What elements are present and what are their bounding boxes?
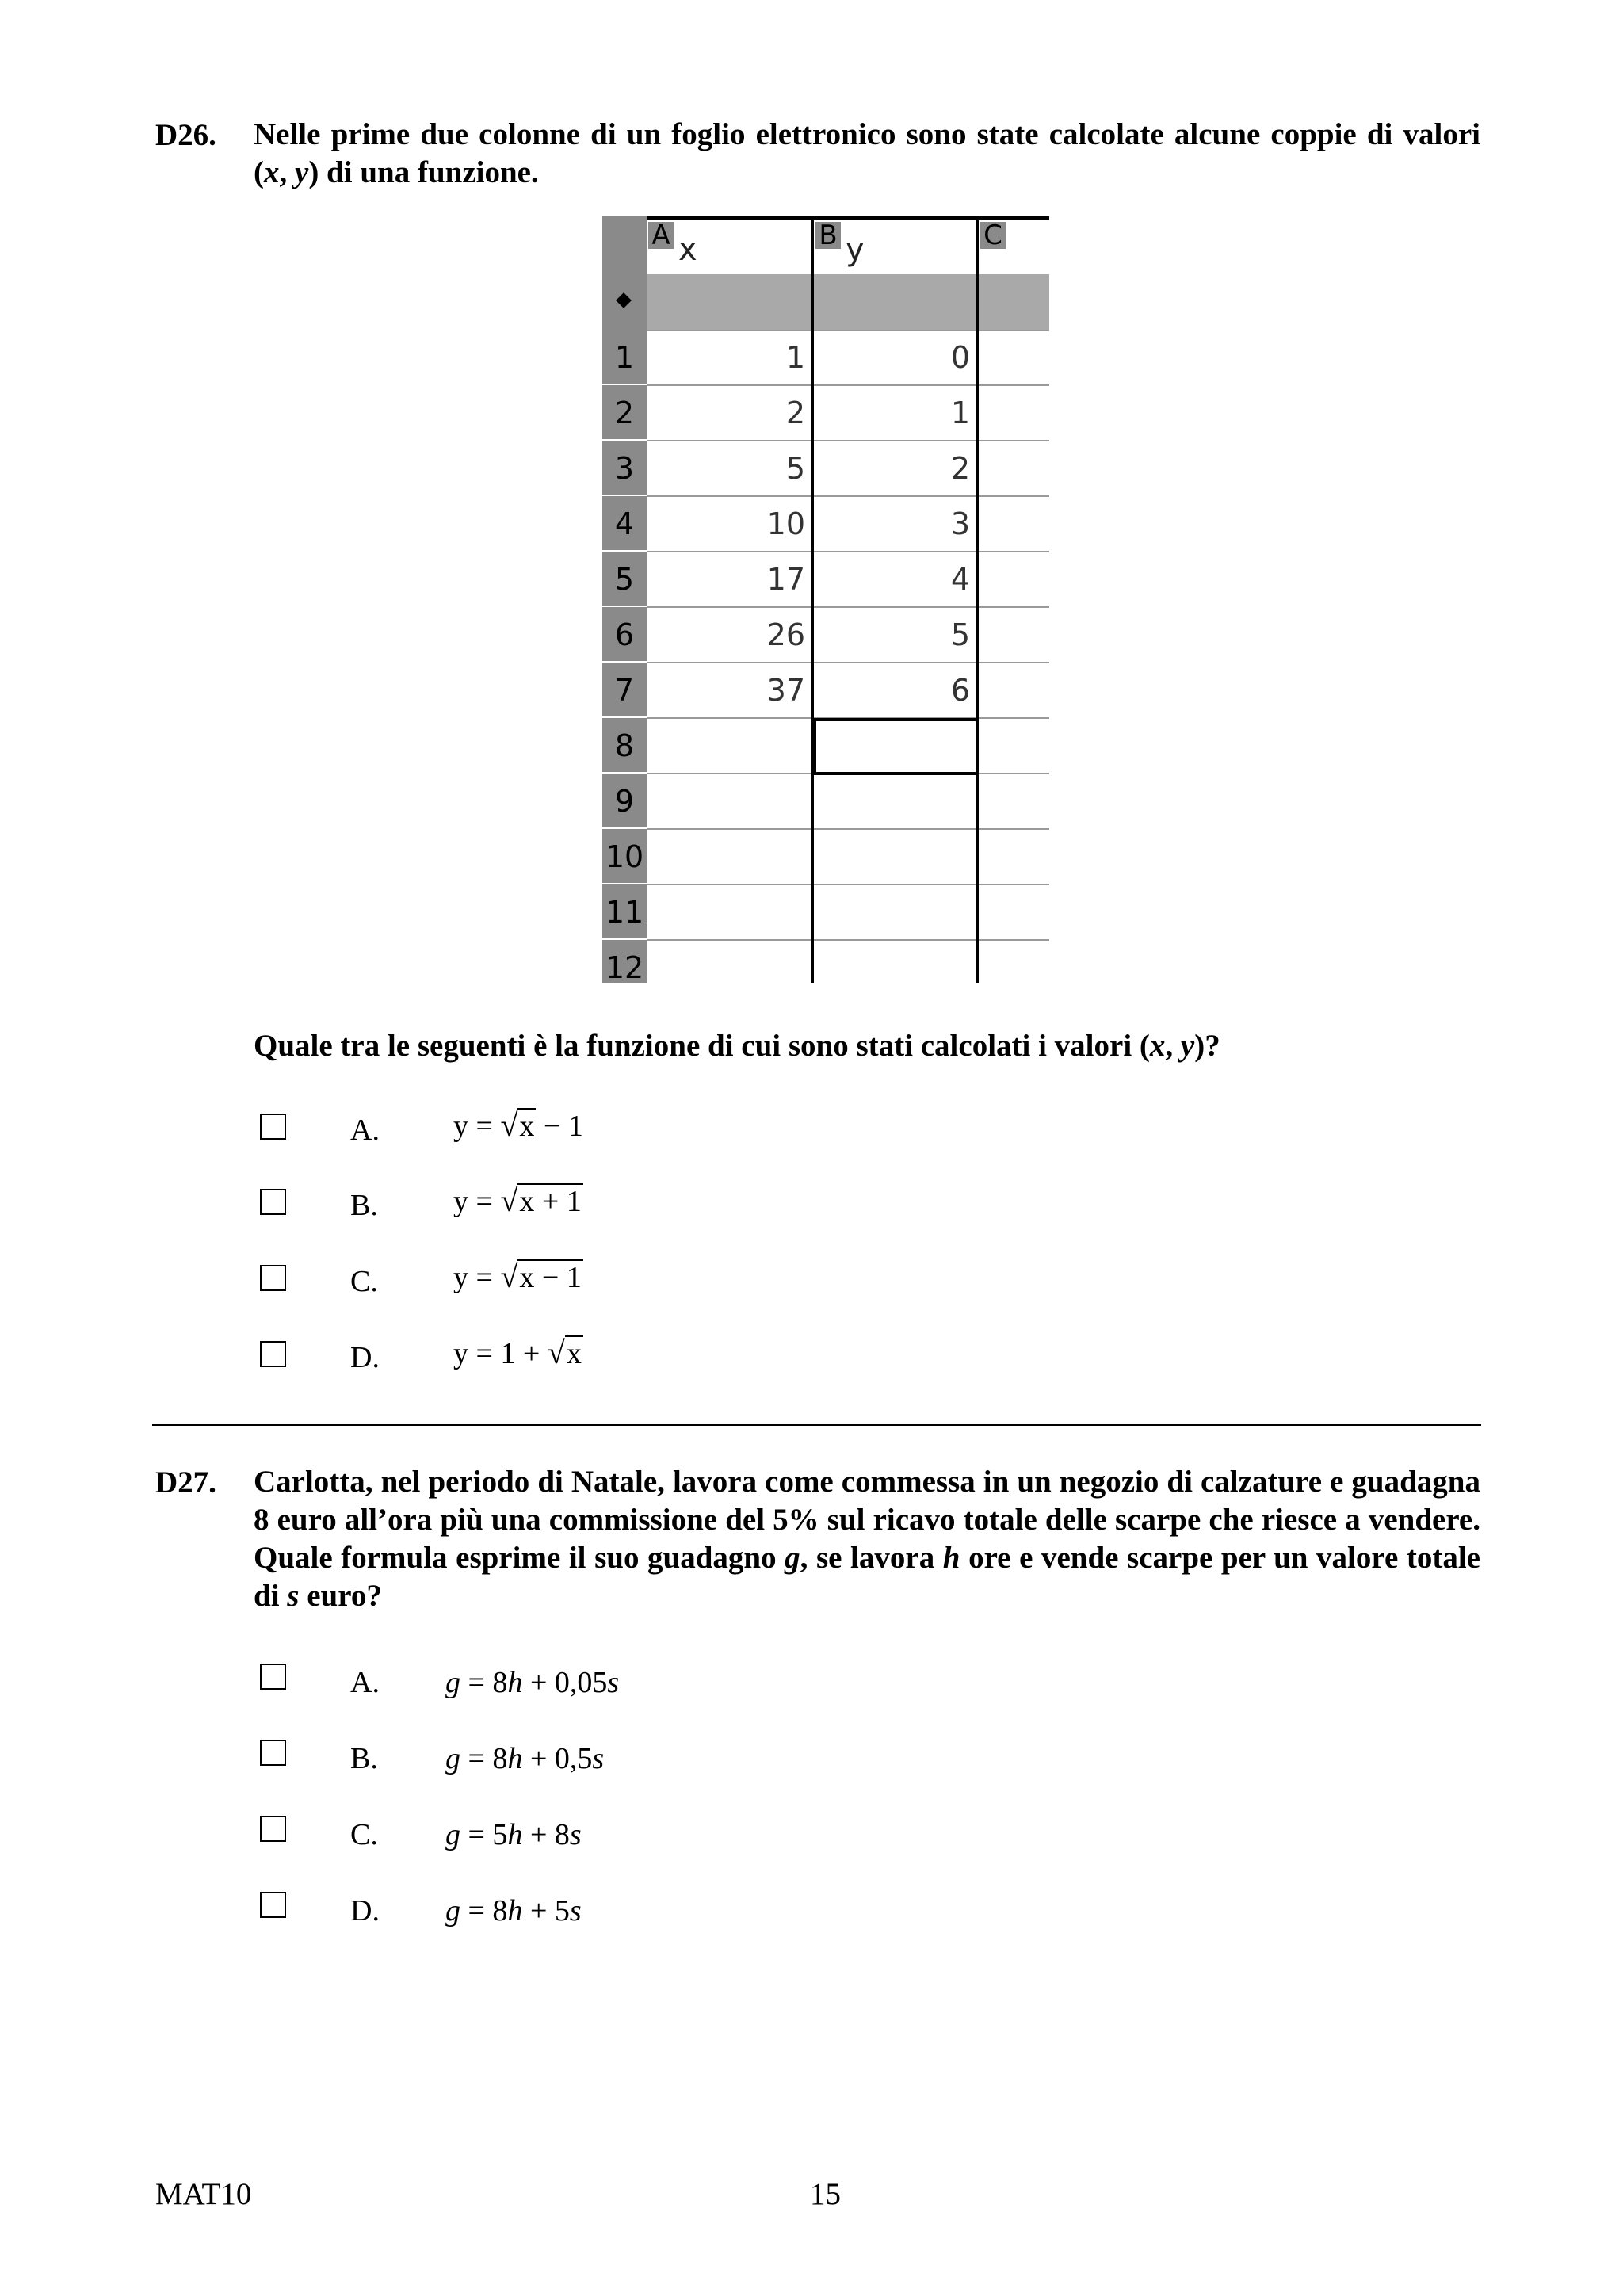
cell-x[interactable]: 17 (766, 562, 805, 597)
q26-question-before: Quale tra le seguenti è la funzione di cui sono stati calcolati i valori ( (254, 1029, 1150, 1063)
row-header[interactable]: 11 (602, 884, 647, 940)
column-name-a: x (678, 231, 697, 268)
q27-var-g: g (785, 1541, 800, 1575)
row-header[interactable]: 9 (602, 774, 647, 829)
row-gridline (647, 939, 1049, 941)
radicand: x − 1 (519, 1261, 582, 1294)
formula-prefix: y = (453, 1261, 501, 1294)
row-header[interactable]: 10 (602, 829, 647, 884)
formula-rest: + 0,5 (522, 1742, 593, 1775)
column-divider-ab (812, 216, 814, 983)
q26-var-x: x (264, 155, 280, 189)
column-tag-c: C (980, 222, 1006, 249)
section-divider (152, 1424, 1481, 1426)
q26-text-after: ) di una funzione. (308, 155, 539, 189)
option-formula-d27-d (445, 1893, 582, 1928)
radicand: x + 1 (519, 1185, 582, 1218)
formula-eq: = 8 (460, 1894, 508, 1927)
q27-var-h: h (942, 1541, 960, 1575)
cell-x[interactable]: 26 (766, 617, 805, 652)
option-letter-d26-a: A. (350, 1114, 380, 1147)
formula-g: g (445, 1742, 460, 1775)
option-formula-d26-b (453, 1182, 583, 1219)
cell-x[interactable]: 2 (785, 395, 805, 430)
formula-g: g (445, 1818, 460, 1851)
column-divider-bc (976, 216, 979, 983)
question-prompt-d26 (254, 1027, 1480, 1065)
row-header[interactable]: 6 (602, 607, 647, 663)
footer-code: MAT10 (155, 2177, 252, 2211)
option-formula-d26-a (453, 1106, 583, 1144)
option-formula-d26-d (453, 1334, 583, 1371)
q27-text-1: Carlotta, nel periodo di Natale, lavora come commessa in un negozio di calzature e guadagna 8 euro all’ora più una commissione del 5% sul ricavo totale delle scarpe che riesce a vendere. Quale formula esprime il suo guadagno (254, 1465, 1480, 1575)
row-header[interactable]: 2 (602, 385, 647, 441)
cell-y[interactable]: 6 (950, 673, 970, 708)
formula-h: h (507, 1894, 523, 1927)
row-header[interactable]: 1 (602, 330, 647, 385)
row-header[interactable]: 7 (602, 663, 647, 718)
sqrt-icon: √x − 1 (500, 1259, 582, 1294)
checkbox-d27-b[interactable] (260, 1740, 286, 1766)
q26-var-y: y (295, 155, 309, 189)
column-header-a[interactable] (647, 220, 812, 274)
question-text-d26 (254, 116, 1480, 192)
sqrt-icon: √x (500, 1107, 535, 1143)
formula-g: g (445, 1666, 460, 1699)
page-number: 15 (810, 2177, 841, 2211)
question-text-d27 (254, 1463, 1480, 1615)
column-header-b[interactable] (814, 220, 976, 274)
cell-x[interactable]: 10 (766, 506, 805, 541)
row-gridline (647, 884, 1049, 885)
option-formula-d26-c (453, 1258, 583, 1295)
row-gridline (647, 828, 1049, 830)
formula-h: h (507, 1818, 523, 1851)
option-letter-d26-c: C. (350, 1265, 378, 1298)
spreadsheet (602, 216, 1049, 983)
cell-y[interactable]: 0 (950, 340, 970, 375)
row-header[interactable]: 3 (602, 441, 647, 496)
question-number-d27: D27. (155, 1465, 216, 1499)
cell-y[interactable]: 2 (950, 451, 970, 486)
formula-rest: + 0,05 (522, 1666, 608, 1699)
formula-eq: = 8 (460, 1666, 508, 1699)
q26-text-before: Nelle prime due colonne di un foglio elettronico sono state calcolate alcune coppie di valori ( (254, 117, 1480, 189)
cell-y[interactable]: 4 (950, 562, 970, 597)
checkbox-d26-a[interactable] (260, 1114, 286, 1140)
formula-s: s (569, 1818, 582, 1851)
cell-y[interactable]: 3 (950, 506, 970, 541)
q27-var-s: s (287, 1579, 300, 1613)
formula-h: h (507, 1666, 523, 1699)
formula-s: s (592, 1742, 605, 1775)
row-header[interactable]: 8 (602, 718, 647, 774)
checkbox-d27-c[interactable] (260, 1816, 286, 1842)
option-letter-d27-c: C. (350, 1818, 378, 1851)
formula-s: s (607, 1666, 620, 1699)
row-header[interactable]: 12 (602, 940, 647, 983)
option-letter-d26-d: D. (350, 1341, 380, 1374)
sqrt-icon: √x + 1 (500, 1182, 582, 1218)
option-letter-d27-a: A. (350, 1666, 380, 1699)
row-header[interactable]: 5 (602, 552, 647, 607)
formula-suffix: − 1 (536, 1110, 583, 1143)
q27-text-3: ore e vende scarpe per un valore totale di (254, 1541, 1480, 1613)
selected-cell-b8[interactable] (813, 718, 979, 775)
formula-prefix: y = (453, 1185, 501, 1218)
q26-question-comma: , (1165, 1029, 1181, 1063)
option-letter-d27-b: B. (350, 1742, 378, 1775)
checkbox-d26-b[interactable] (260, 1189, 286, 1215)
cell-x[interactable]: 37 (766, 673, 805, 708)
column-tag-a: A (648, 222, 674, 249)
formula-row (647, 274, 1049, 330)
row-header[interactable]: 4 (602, 496, 647, 552)
cell-y[interactable]: 5 (950, 617, 970, 652)
cell-x[interactable]: 1 (785, 340, 805, 375)
q26-comma: , (279, 155, 295, 189)
formula-rest: + 8 (522, 1818, 570, 1851)
q27-text-2: , se lavora (800, 1541, 943, 1575)
option-formula-d27-a (445, 1665, 619, 1700)
checkbox-d27-d[interactable] (260, 1892, 286, 1918)
option-formula-d27-c (445, 1817, 582, 1852)
formula-prefix: y = (453, 1110, 501, 1143)
cell-y[interactable]: 1 (950, 395, 970, 430)
checkbox-d27-a[interactable] (260, 1664, 286, 1690)
q26-question-after: )? (1194, 1029, 1220, 1063)
formula-prefix: y = 1 + (453, 1337, 548, 1370)
sqrt-icon: √x (547, 1335, 582, 1370)
formula-eq: = 5 (460, 1818, 508, 1851)
formula-g: g (445, 1894, 460, 1927)
column-tag-b: B (815, 222, 841, 249)
formula-eq: = 8 (460, 1742, 508, 1775)
column-name-b: y (846, 231, 865, 268)
option-formula-d27-b (445, 1741, 604, 1776)
checkbox-d26-c[interactable] (260, 1265, 286, 1291)
column-header-c[interactable] (979, 220, 1049, 274)
checkbox-d26-d[interactable] (260, 1341, 286, 1367)
q26-question-var-y: y (1180, 1029, 1195, 1063)
option-letter-d26-b: B. (350, 1189, 378, 1222)
option-letter-d27-d: D. (350, 1894, 380, 1927)
formula-h: h (507, 1742, 523, 1775)
formula-s: s (569, 1894, 582, 1927)
cell-x[interactable]: 5 (785, 451, 805, 486)
radicand: x (519, 1110, 535, 1143)
radicand: x (566, 1337, 582, 1370)
q26-question-var-x: x (1149, 1029, 1166, 1063)
q27-text-4: euro? (299, 1579, 382, 1613)
formula-rest: + 5 (522, 1894, 570, 1927)
question-number-d26: D26. (155, 118, 216, 152)
